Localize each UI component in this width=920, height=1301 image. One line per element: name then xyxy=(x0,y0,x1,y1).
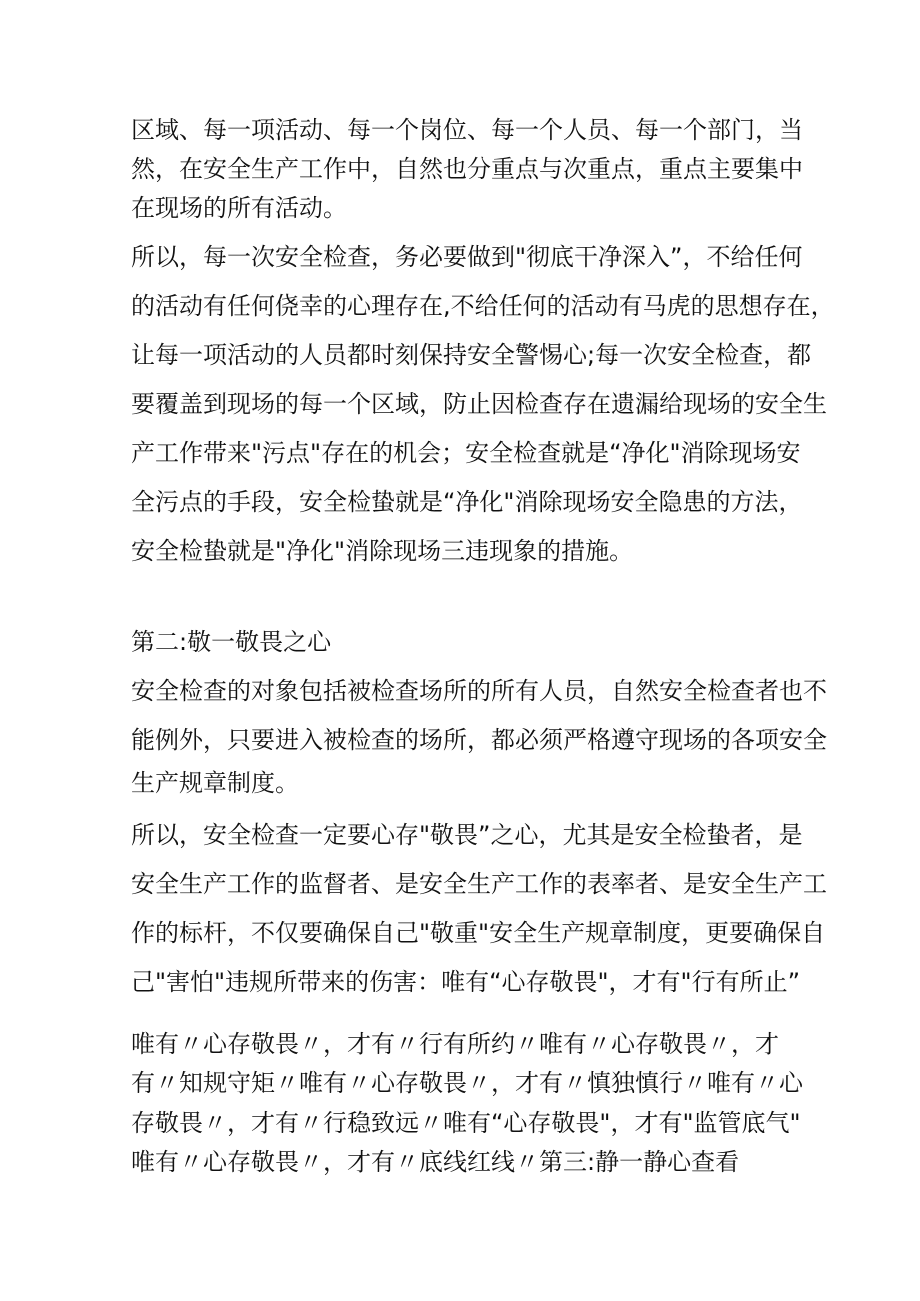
text-line: 产工作带来"污点"存在的机会；安全检查就是“净化"消除现场安 xyxy=(131,439,801,467)
text-line: 所以，每一次安全检查，务必要做到"彻底干净深入”，不给任何 xyxy=(131,243,803,271)
text-line: 全污点的手段，安全检蛰就是“净化"消除现场安全隐患的方法， xyxy=(131,488,803,516)
text-line: 要覆盖到现场的每一个区域，防止因检查存在遗漏给现场的安全生 xyxy=(131,390,827,418)
text-line: 所以，安全检查一定要心存"敬畏”之心，尤其是安全检蛰者，是 xyxy=(131,821,803,849)
text-line: 的活动有任何侥幸的心理存在,不给任何的活动有马虎的思想存在， xyxy=(131,292,835,320)
text-line: 生产规章制度。 xyxy=(131,769,299,797)
text-line: 有〃知规守矩〃唯有〃心存敬畏〃，才有〃慎独慎行〃唯有〃心 xyxy=(131,1069,803,1097)
text-line: 安全检查的对象包括被检查场所的所有人员，自然安全检查者也不 xyxy=(131,677,827,705)
text-line: 己"害怕"违规所带来的伤害：唯有“心存敬畏"，才有"行有所止” xyxy=(131,968,801,996)
text-line: 安全检蛰就是"净化"消除现场三违现象的措施。 xyxy=(131,537,634,565)
section-heading: 第二:敬一敬畏之心 xyxy=(131,628,332,656)
text-line: 唯有〃心存敬畏〃，才有〃行有所约〃唯有〃心存敬畏〃，才 xyxy=(131,1030,779,1058)
text-line: 唯有〃心存敬畏〃，才有〃底线红线〃第三:静一静心查看 xyxy=(131,1148,740,1176)
text-line: 能例外，只要进入被检查的场所，都必须严格遵守现场的各项安全 xyxy=(131,726,827,754)
text-line: 区域、每一项活动、每一个岗位、每一个人员、每一个部门，当 xyxy=(131,116,803,144)
text-line: 安全生产工作的监督者、是安全生产工作的表率者、是安全生产工 xyxy=(131,870,827,898)
text-line: 在现场的所有活动。 xyxy=(131,194,347,222)
text-line: 让每一项活动的人员都时刻保持安全警惕心;每一次安全检查，都 xyxy=(131,341,812,369)
text-line: 然，在安全生产工作中，自然也分重点与次重点，重点主要集中 xyxy=(131,155,803,183)
text-line: 作的标杆，不仅要确保自己"敬重"安全生产规章制度，更要确保自 xyxy=(131,919,826,947)
text-line: 存敬畏〃，才有〃行稳致远〃唯有“心存敬畏"，才有"监管底气" xyxy=(131,1109,801,1137)
